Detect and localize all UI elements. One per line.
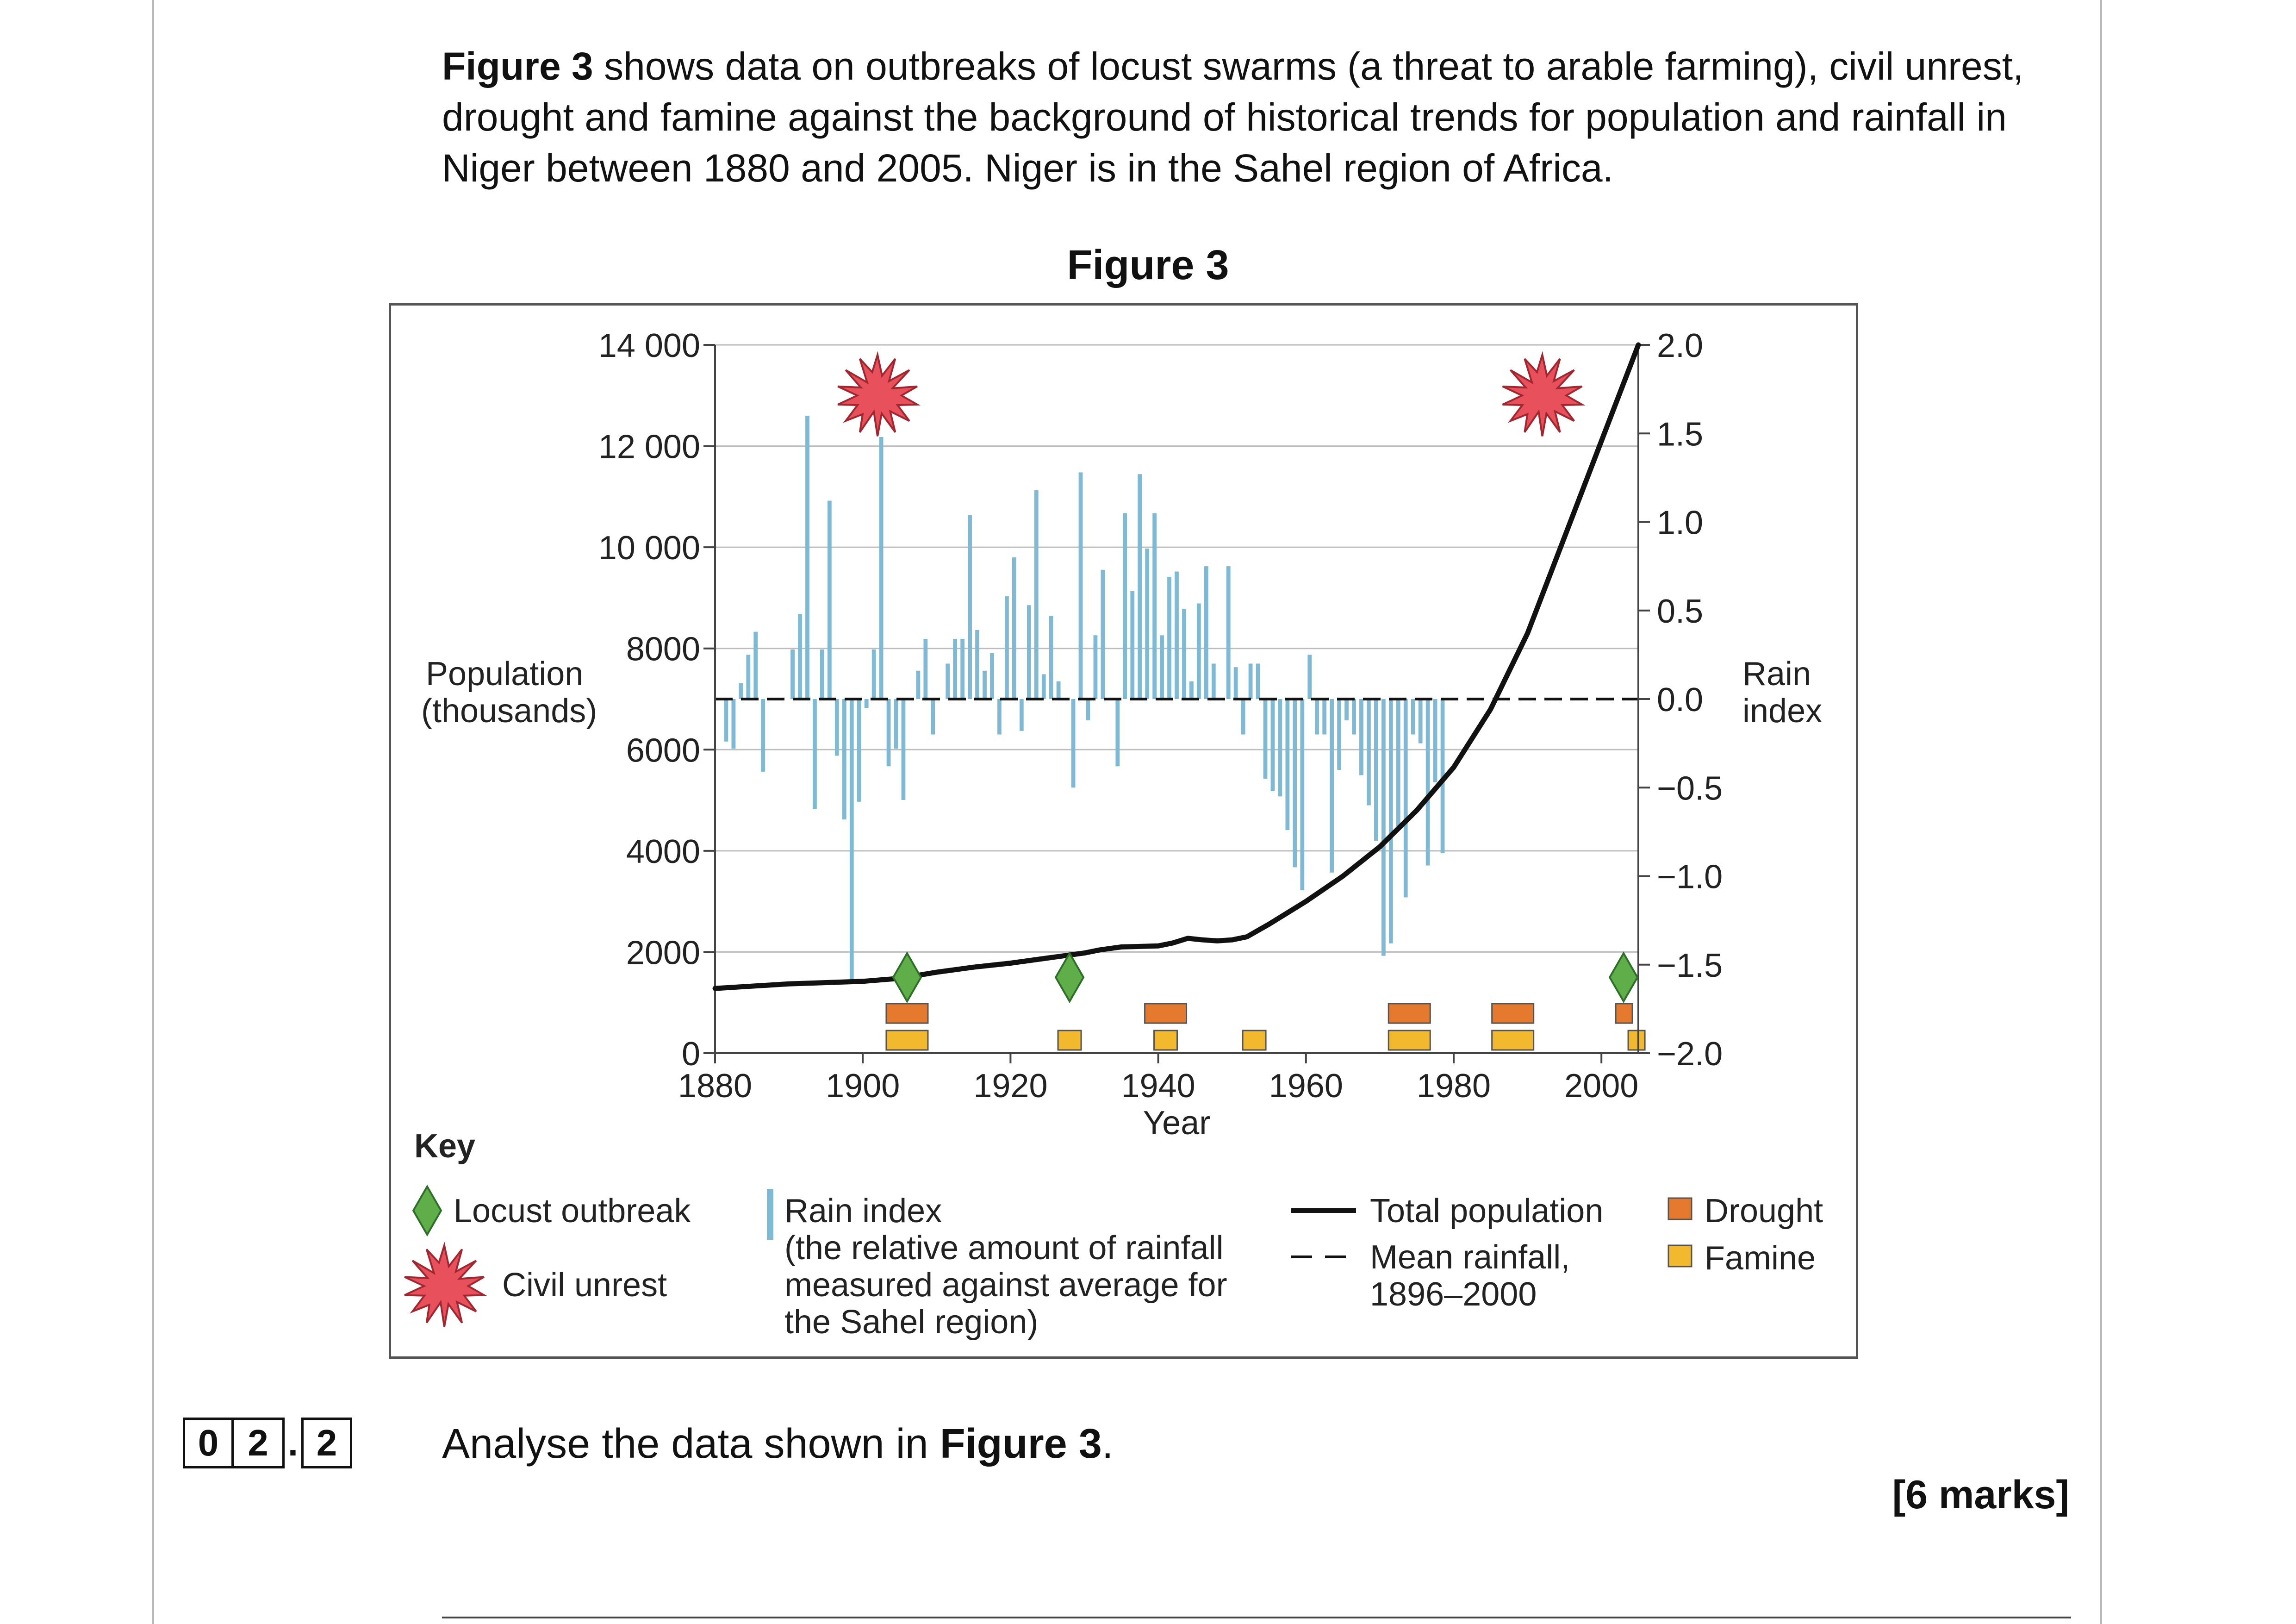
figure-box — [389, 303, 1858, 1359]
key-famine-icon — [1668, 1245, 1692, 1267]
rain-index-bar — [1396, 699, 1400, 826]
key-population-label: Total population — [1370, 1193, 1604, 1230]
rain-index-bar — [1182, 609, 1186, 699]
rain-index-bar — [1123, 513, 1127, 699]
question-digit: 2 — [234, 1418, 285, 1468]
y-right-axis-title: Rain — [1742, 656, 1811, 693]
key-civil-label: Civil unrest — [502, 1267, 667, 1304]
rain-index-bar — [1189, 681, 1194, 699]
x-tick-label: 2000 — [1564, 1068, 1639, 1105]
rain-index-bar — [1389, 699, 1393, 943]
rain-index-bar — [1005, 596, 1009, 699]
rain-index-bar — [1049, 616, 1053, 699]
rain-index-bar — [820, 650, 824, 699]
rain-index-bar — [746, 655, 750, 699]
intro-paragraph — [442, 41, 2071, 194]
y-right-tick-label: 1.5 — [1657, 416, 1704, 453]
rain-index-bar — [1404, 699, 1408, 897]
key-civil-icon — [404, 1245, 484, 1327]
rain-index-bar — [960, 639, 964, 699]
figure-title: Figure 3 — [1067, 242, 1229, 288]
question-digit: 0 — [183, 1418, 234, 1468]
rain-index-bar — [1167, 577, 1171, 699]
famine-block — [1243, 1031, 1266, 1050]
question-suffix: . — [1101, 1421, 1114, 1467]
rain-index-bar — [1263, 699, 1268, 779]
rain-index-bar — [990, 653, 994, 699]
rain-index-bar — [1300, 699, 1304, 890]
marks-label: [6 marks] — [1892, 1473, 2069, 1517]
y-left-tick-label: 6000 — [626, 732, 700, 769]
x-tick-label: 1880 — [678, 1068, 753, 1105]
rain-index-bar — [1234, 667, 1238, 699]
rain-index-bar — [1278, 699, 1282, 796]
rain-index-bar — [1426, 699, 1430, 866]
famine-block — [1628, 1031, 1645, 1050]
x-tick-label: 1960 — [1269, 1068, 1343, 1105]
rain-index-bar — [1322, 699, 1326, 735]
rain-index-bar — [953, 639, 957, 699]
key-rain-icon — [767, 1189, 773, 1240]
y-left-tick-label: 2000 — [626, 934, 700, 972]
rain-index-bar — [975, 630, 979, 699]
rain-index-bar — [1012, 557, 1016, 699]
rain-index-bar — [1367, 699, 1371, 806]
rain-index-bar — [923, 639, 927, 699]
rain-index-bar — [968, 515, 972, 699]
famine-block — [886, 1031, 928, 1050]
rain-index-bar — [732, 699, 736, 749]
rain-index-bar — [879, 437, 884, 699]
rain-index-bar — [1042, 674, 1046, 699]
locust-outbreak-marker — [1056, 953, 1083, 1001]
y-left-tick-label: 4000 — [626, 833, 700, 870]
rain-index-bar — [805, 416, 809, 699]
rain-index-bar — [1344, 699, 1349, 720]
y-right-tick-label: −1.0 — [1657, 858, 1723, 896]
x-axis-title: Year — [1143, 1105, 1211, 1142]
drought-block — [886, 1004, 928, 1023]
rain-index-bar — [1152, 513, 1157, 699]
y-left-tick-label: 0 — [681, 1036, 700, 1073]
rain-index-bar — [1249, 664, 1253, 700]
famine-block — [1388, 1031, 1430, 1050]
rain-index-bar — [894, 699, 898, 749]
rain-index-bar — [983, 671, 987, 699]
rain-index-bar — [739, 683, 743, 699]
rain-index-bar — [1145, 549, 1149, 699]
rain-index-bar — [1330, 699, 1334, 873]
drought-block — [1492, 1004, 1534, 1023]
drought-block — [1616, 1004, 1632, 1023]
x-tick-label: 1940 — [1121, 1068, 1195, 1105]
y-left-tick-label: 8000 — [626, 631, 700, 668]
famine-block — [1492, 1031, 1534, 1050]
rain-index-bar — [902, 699, 906, 800]
x-tick-label: 1980 — [1416, 1068, 1491, 1105]
rain-index-bar — [1271, 699, 1275, 791]
question-figure-ref: Figure 3 — [940, 1421, 1102, 1467]
rain-index-bar — [1286, 699, 1290, 830]
y-right-tick-label: 0.5 — [1657, 593, 1704, 630]
y-left-tick-label: 10 000 — [598, 530, 700, 567]
y-right-tick-label: −2.0 — [1657, 1036, 1723, 1073]
rain-index-bar — [1256, 664, 1260, 700]
rain-index-bar — [1027, 605, 1031, 699]
question-digit: 2 — [301, 1418, 352, 1468]
rain-index-bar — [1160, 635, 1164, 699]
rain-index-bar — [1381, 699, 1386, 956]
civil-unrest-marker — [1503, 355, 1582, 436]
rain-index-bar — [1101, 570, 1105, 699]
key-mean-label: 1896–2000 — [1370, 1276, 1537, 1313]
rain-index-bar — [1130, 591, 1134, 699]
rain-index-bar — [1359, 699, 1363, 775]
rain-index-bar — [1020, 699, 1024, 731]
key-locust-label: Locust outbreak — [454, 1193, 691, 1230]
drought-block — [1388, 1004, 1430, 1023]
intro-figure-ref: Figure 3 — [442, 44, 593, 88]
rain-index-bar — [761, 699, 765, 772]
key-mean-label: Mean rainfall, — [1370, 1239, 1570, 1276]
key-famine-label: Famine — [1705, 1240, 1816, 1277]
rain-index-bar — [1307, 655, 1312, 699]
intro-text: shows data on outbreaks of locust swarms (a threat to arable farming), civil unrest, drought and famine against the background of historical trends for population and rainfall in Niger between 1880 and 2005. Niger is in the Sahel region of Africa. — [442, 44, 2024, 190]
rain-index-bar — [1138, 474, 1142, 699]
y-left-tick-label: 14 000 — [598, 327, 700, 364]
rain-index-bar — [916, 671, 921, 699]
famine-block — [1154, 1031, 1177, 1050]
rain-index-bar — [997, 699, 1002, 735]
famine-block — [1058, 1031, 1081, 1050]
x-tick-label: 1900 — [826, 1068, 900, 1105]
rain-index-bar — [753, 632, 758, 699]
y-right-tick-label: 2.0 — [1657, 327, 1704, 364]
rain-index-bar — [1226, 566, 1231, 699]
rain-index-bar — [842, 699, 846, 819]
rain-index-bar — [1433, 699, 1437, 782]
figure-3-chart — [391, 306, 1856, 1356]
rain-index-bar — [1212, 664, 1216, 700]
rain-index-bar — [850, 699, 854, 982]
rain-index-bar — [1374, 699, 1378, 841]
locust-outbreak-marker — [1610, 953, 1637, 1001]
rain-index-bar — [1241, 699, 1245, 735]
question-dot: . — [287, 1422, 299, 1463]
rain-index-bar — [1086, 699, 1090, 720]
rain-index-bar — [790, 650, 795, 699]
key-locust-icon — [413, 1187, 441, 1235]
rain-index-bar — [872, 650, 876, 699]
civil-unrest-marker — [838, 355, 917, 436]
rain-index-bar — [1034, 490, 1039, 699]
y-left-tick-label: 12 000 — [598, 428, 700, 466]
key-rain-label: measured against average for — [784, 1267, 1227, 1304]
rain-index-bar — [857, 699, 861, 802]
rain-index-bar — [835, 699, 839, 756]
rain-index-bar — [798, 614, 802, 699]
rain-index-bar — [1337, 699, 1341, 770]
key-drought-icon — [1668, 1198, 1692, 1219]
rain-index-bar — [1204, 566, 1208, 699]
rain-index-bar — [946, 664, 950, 700]
question-prefix: Analyse the data shown in — [442, 1421, 940, 1467]
rain-index-bar — [1315, 699, 1319, 735]
rain-index-bar — [828, 501, 832, 699]
question-text — [442, 1420, 1114, 1468]
y-left-axis-title: Population — [426, 656, 584, 693]
locust-outbreak-marker — [893, 953, 921, 1001]
rain-index-bar — [1293, 699, 1297, 867]
rain-index-bar — [1411, 699, 1415, 735]
question-number — [183, 1418, 352, 1468]
y-right-tick-label: −1.5 — [1657, 947, 1723, 984]
rain-index-bar — [1115, 699, 1120, 766]
rain-index-bar — [1175, 572, 1179, 699]
key-drought-label: Drought — [1705, 1193, 1823, 1230]
rain-index-bar — [865, 699, 869, 708]
y-right-tick-label: 0.0 — [1657, 681, 1704, 718]
y-left-axis-title: (thousands) — [421, 693, 597, 730]
rain-index-bar — [1419, 699, 1423, 743]
rain-index-bar — [1071, 699, 1076, 787]
rain-index-bar — [813, 699, 817, 809]
rain-index-bar — [724, 699, 728, 742]
y-right-axis-title: index — [1742, 693, 1823, 730]
y-right-tick-label: −0.5 — [1657, 770, 1723, 807]
key-rain-label: the Sahel region) — [784, 1304, 1039, 1341]
rain-index-bar — [1079, 472, 1083, 699]
y-right-tick-label: 1.0 — [1657, 504, 1704, 542]
rain-index-bar — [1352, 699, 1356, 735]
drought-block — [1145, 1004, 1187, 1023]
rain-index-bar — [931, 699, 935, 735]
key-title: Key — [414, 1128, 476, 1165]
key-rain-label: Rain index — [784, 1193, 942, 1230]
rain-index-bar — [1094, 635, 1098, 699]
rain-index-bar — [1197, 603, 1201, 699]
key-rain-label: (the relative amount of rainfall — [784, 1230, 1224, 1267]
answer-line[interactable] — [442, 1617, 2071, 1618]
rain-index-bar — [1057, 681, 1061, 699]
x-tick-label: 1920 — [973, 1068, 1048, 1105]
rain-index-bar — [887, 699, 891, 766]
